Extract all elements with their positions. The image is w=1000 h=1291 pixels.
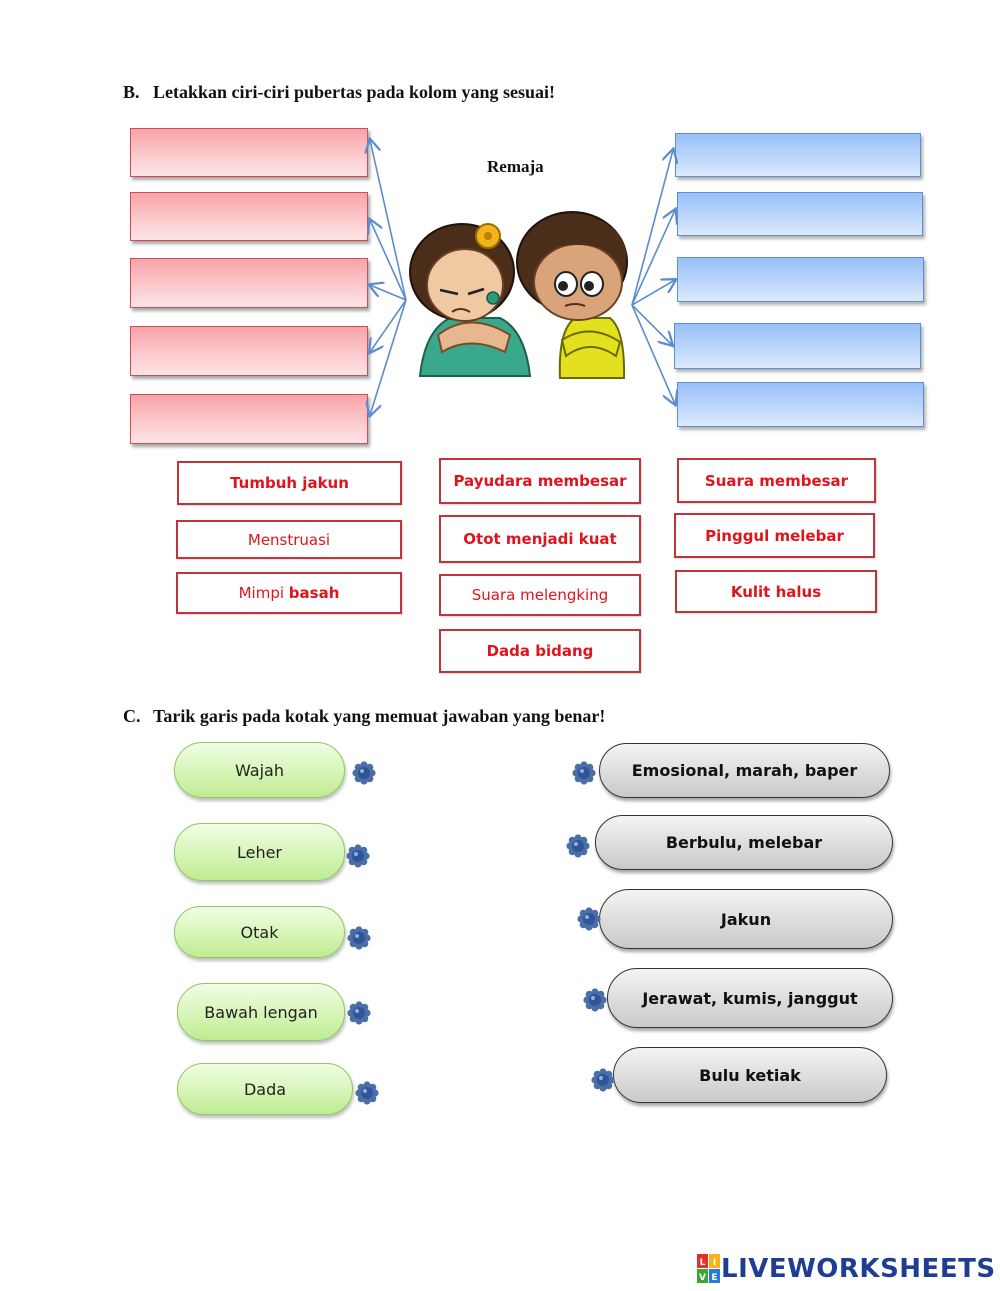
match-right-emosional: Emosional, marah, baper	[599, 743, 890, 798]
section-c-number: C.	[123, 706, 141, 726]
word-card-suara-melengking[interactable]: Suara melengking	[439, 574, 641, 616]
liveworksheets-logo	[697, 1254, 996, 1284]
match-left-leher: Leher	[174, 823, 345, 881]
word-card-kulit-halus[interactable]: Kulit halus	[675, 570, 877, 613]
word-card-otot-menjadi-kuat[interactable]: Otot menjadi kuat	[439, 515, 641, 563]
connector-dot-right-5-icon[interactable]	[591, 1068, 615, 1092]
arrows-to-boy-boxes	[632, 150, 675, 404]
connector-dot-left-5-icon[interactable]	[355, 1081, 379, 1105]
connector-dot-left-1-icon[interactable]	[352, 761, 376, 785]
connector-dot-left-4-icon[interactable]	[347, 1001, 371, 1025]
word-card-pinggul-melebar[interactable]: Pinggul melebar	[674, 513, 875, 558]
match-right-bulu-ketiak: Bulu ketiak	[613, 1047, 887, 1103]
match-left-otak: Otak	[174, 906, 345, 958]
logo-mark-icon	[697, 1254, 721, 1284]
svg-text:L: L	[699, 1258, 706, 1268]
connector-dot-right-3-icon[interactable]	[577, 907, 601, 931]
girl-figure	[410, 224, 530, 376]
boy-figure	[517, 212, 627, 378]
arrows-to-girl-boxes	[370, 140, 406, 415]
svg-text:I: I	[712, 1258, 717, 1268]
logo-text: LIVEWORKSHEETS	[721, 1254, 996, 1284]
match-right-berbulu: Berbulu, melebar	[595, 815, 893, 870]
word-card-payudara-membesar[interactable]: Payudara membesar	[439, 458, 641, 504]
connector-dot-right-2-icon[interactable]	[566, 834, 590, 858]
section-c-instruction: Tarik garis pada kotak yang memuat jawaban yang benar!	[153, 706, 606, 726]
word-card-tumbuh-jakun[interactable]: Tumbuh jakun	[177, 461, 402, 505]
word-card-mimpi-basah[interactable]: Mimpi basah	[176, 572, 402, 614]
word-card-dada-bidang[interactable]: Dada bidang	[439, 629, 641, 673]
connector-dot-right-1-icon[interactable]	[572, 761, 596, 785]
match-right-jakun: Jakun	[599, 889, 893, 949]
teen-illustration	[0, 0, 1000, 460]
match-left-wajah: Wajah	[174, 742, 345, 798]
image-caption: Remaja	[487, 157, 544, 176]
svg-text:E: E	[711, 1273, 718, 1283]
connector-dot-left-3-icon[interactable]	[347, 926, 371, 950]
match-left-dada: Dada	[177, 1063, 353, 1115]
section-b-number: B.	[123, 82, 140, 102]
connector-dot-left-2-icon[interactable]	[346, 844, 370, 868]
svg-text:V: V	[699, 1273, 706, 1283]
match-left-bawah-lengan: Bawah lengan	[177, 983, 345, 1041]
section-c-heading	[123, 706, 605, 727]
match-right-jerawat: Jerawat, kumis, janggut	[607, 968, 893, 1028]
word-card-suara-membesar[interactable]: Suara membesar	[677, 458, 876, 503]
connector-dot-right-4-icon[interactable]	[583, 988, 607, 1012]
word-card-menstruasi[interactable]: Menstruasi	[176, 520, 402, 559]
section-b-instruction: Letakkan ciri-ciri pubertas pada kolom yang sesuai!	[153, 82, 556, 102]
